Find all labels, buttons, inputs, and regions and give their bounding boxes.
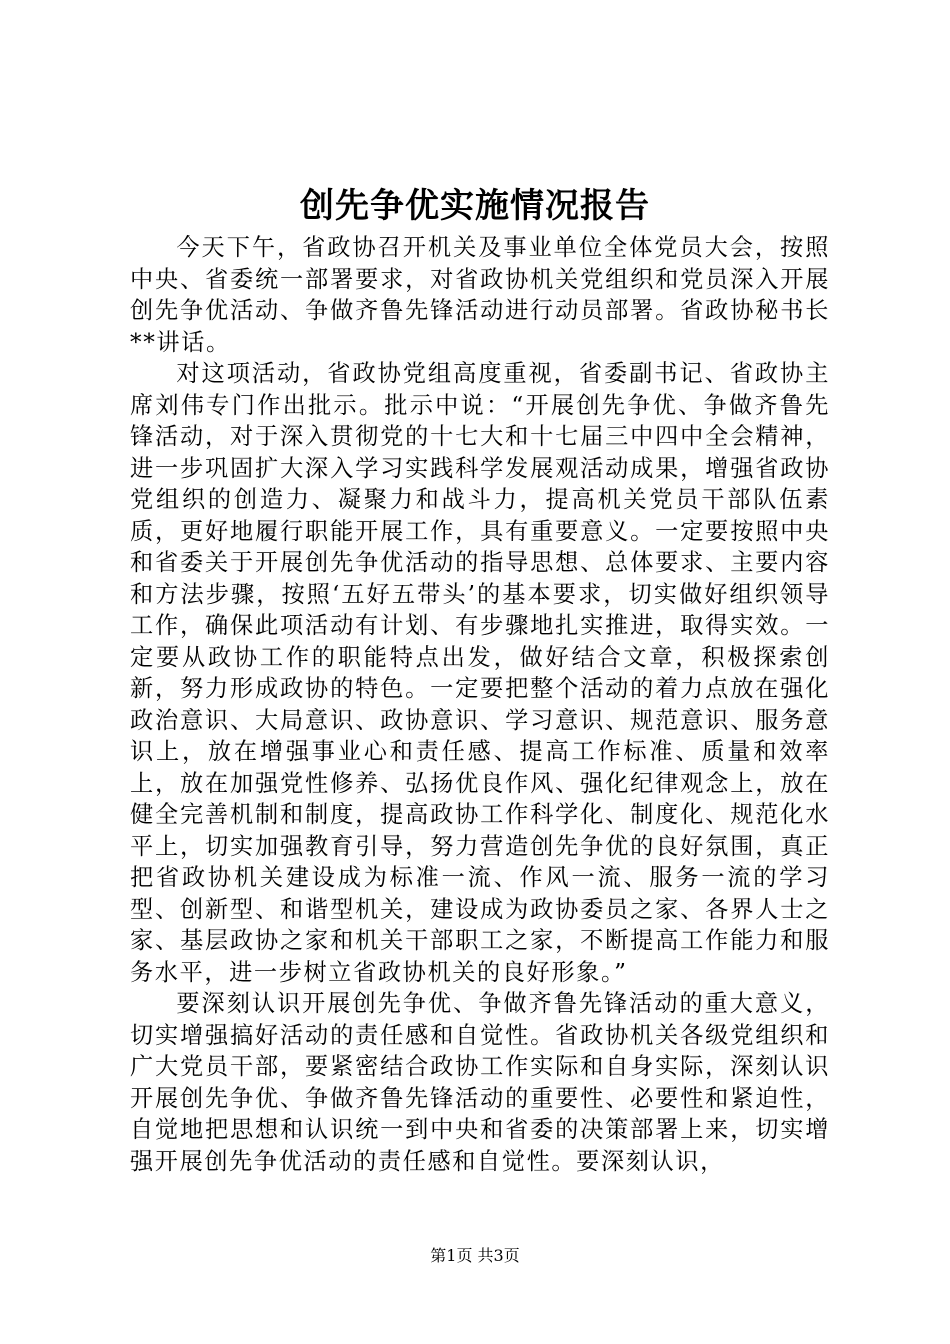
paragraph-2: 对这项活动，省政协党组高度重视，省委副书记、省政协主席刘伟专门作出批示。批示中说：“开展创先争优、争做齐鲁先锋活动，对于深入贯彻党的十七大和十七届三中四中全会精神，进一步巩固扩大深入学习实践科学发展观活动成果，增强省政协党组织的创造力、凝聚力和战斗力，提高机关党员干部队伍素质，更好地履行职能开展工作，具有重要意义。一定要按照中央和省委关于开展创先争优活动的指导思想、总体要求、主要内容和方法步骤，按照‘五好五带头’的基本要求，切实做好组织领导工作，确保此项活动有计划、有步骤地扎实推进，取得实效。一定要从政协工作的职能特点出发，做好结合文章，积极探索创新，努力形成政协的特色。一定要把整个活动的着力点放在强化政治意识、大局意识、政协意识、学习意识、规范意识、服务意识上，放在增强事业心和责任感、提高工作标准、质量和效率上，放在加强党性修养、弘扬优良作风、强化纪律观念上，放在健全完善机制和制度，提高政协工作科学化、制度化、规范化水平上，切实加强教育引导，努力营造创先争优的良好氛围，真正把省政协机关建设成为标准一流、作风一流、服务一流的学习型、创新型、和谐型机关，建设成为政协委员之家、各界人士之家、基层政协之家和机关干部职工之家，不断提高工作能力和服务水平，进一步树立省政协机关的良好形象。”: [130, 360, 830, 986]
page-number-footer: 第1页 共3页: [430, 1246, 520, 1265]
paragraph-3: 要深刻认识开展创先争优、争做齐鲁先锋活动的重大意义，切实增强搞好活动的责任感和自觉性。省政协机关各级党组织和广大党员干部，要紧密结合政协工作实际和自身实际，深刻认识开展创先争优、争做齐鲁先锋活动的重要性、必要性和紧迫性，自觉地把思想和认识统一到中央和省委的决策部署上来，切实增强开展创先争优活动的责任感和自觉性。要深刻认识，: [130, 990, 830, 1175]
paragraph-1: 今天下午，省政协召开机关及事业单位全体党员大会，按照中央、省委统一部署要求，对省政协机关党组织和党员深入开展创先争优活动、争做齐鲁先锋活动进行动员部署。省政协秘书长**讲话。: [130, 234, 830, 356]
document-title: 创先争优实施情况报告: [300, 186, 650, 226]
document-body: [130, 232, 830, 1177]
